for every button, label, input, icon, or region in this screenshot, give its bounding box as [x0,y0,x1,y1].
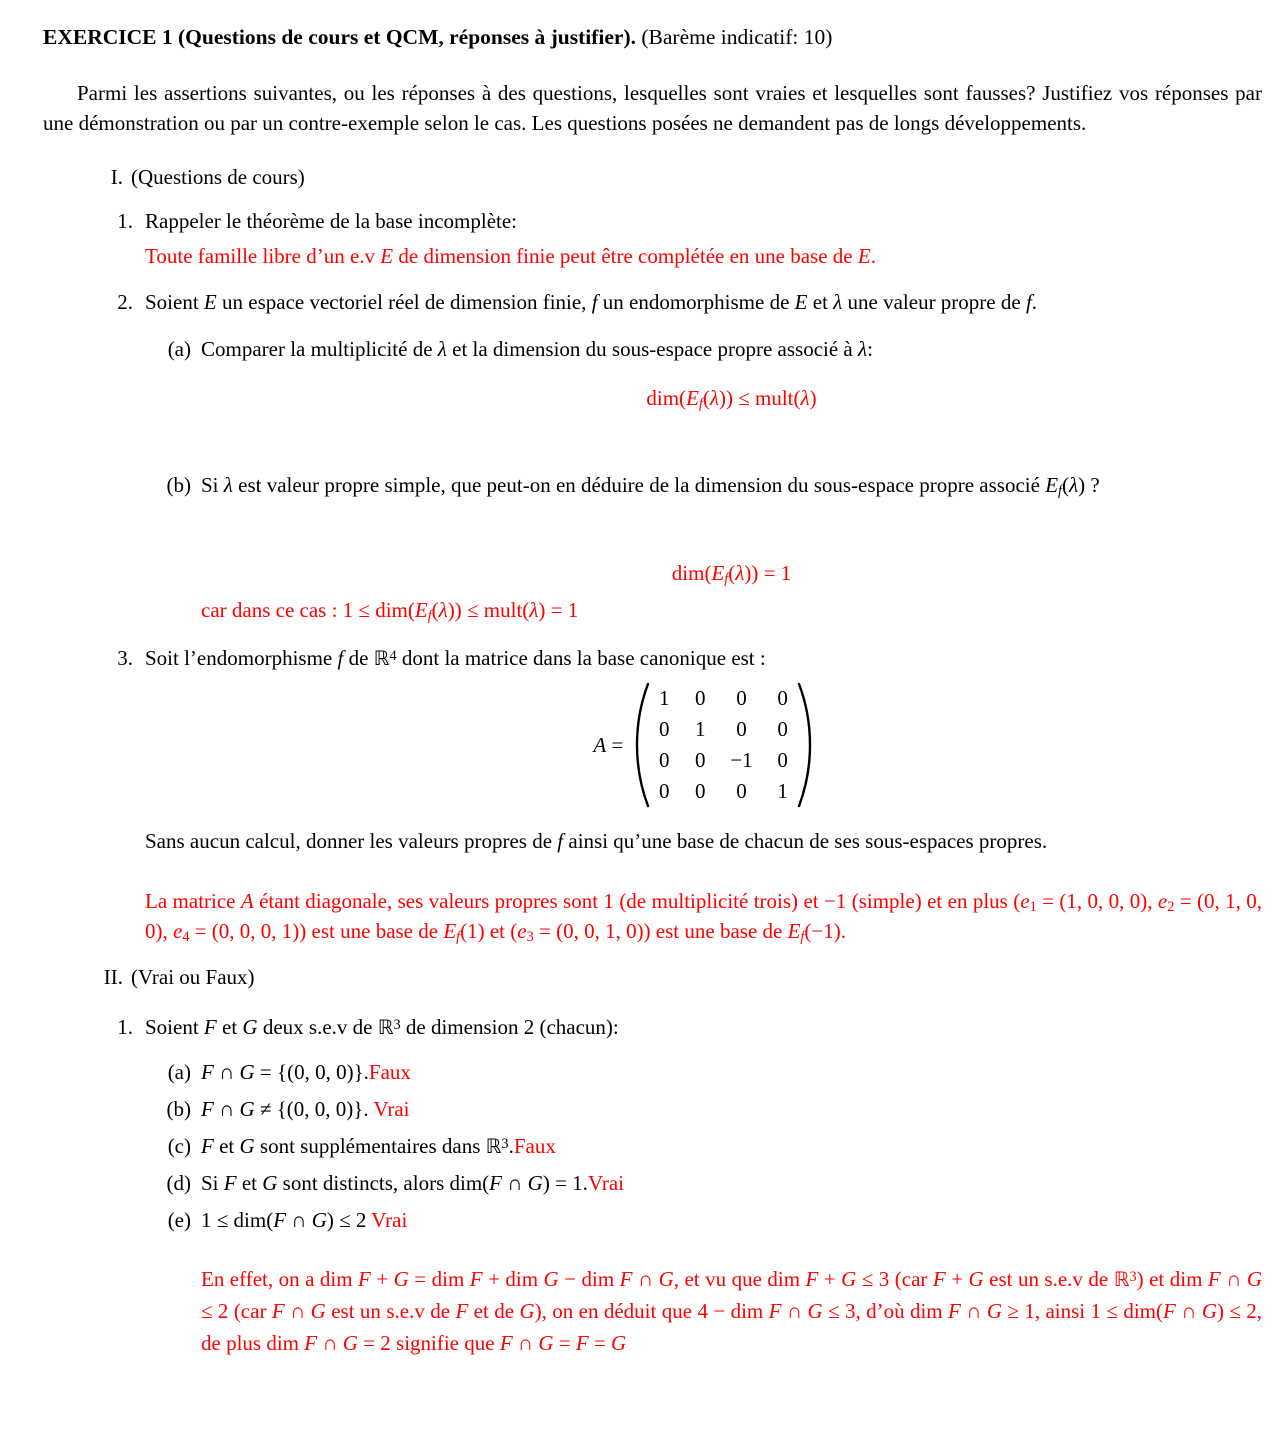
matrix-cell: 0 [777,686,788,710]
matrix-cell: 0 [695,779,706,803]
tf-question-1-body [133,1012,1262,1359]
tf-item-a-number: (a) [167,1060,191,1084]
tf-justification: En effet, on a dim F + G = dim F + dim G − dim F ∩ G, et vu que dim F + G ≤ 3 (car F + G est un s.e.v de ℝ$^3$) et dim F ∩ G ≤ 2 (car F ∩ G est un s.e.v de F et de G), on en déduit que 4 − dim F ∩ G ≤ 3, d’où dim F ∩ G ≥ 1, ainsi 1 ≤ dim(F ∩ G) ≤ 2, de plus dim F ∩ G = 2 signifie que F ∩ G = F = G [201,1267,1263,1355]
section-i-title: (Questions de cours) [131,165,305,189]
question-2b-body [191,470,1262,625]
tf-item-c-statement: F et G sont supplémentaires dans ℝ$^3$. [201,1134,514,1158]
matrix-left-paren-icon [633,681,651,809]
question-2a-answer-formula: dim(Ef(λ)) ≤ mult(λ) [646,386,817,413]
tf-item-c-number: (c) [167,1134,191,1158]
question-3 [98,643,1262,946]
tf-question-1-number: 1. [117,1015,133,1039]
matrix-cell: 0 [695,686,706,710]
tf-item-e-body [191,1205,1262,1235]
question-3-text: Soit l’endomorphisme f de ℝ$^4$ dont la matrice dans la base canonique est : [145,646,766,670]
tf-question-1-text: Soient F et G deux s.e.v de ℝ$^3$ de dimension 2 (chacun): [145,1015,619,1039]
matrix-cell: 0 [659,748,670,772]
section-i-heading [67,162,1262,192]
tf-item-d-body [191,1168,1262,1198]
matrix-cell: 0 [736,686,747,710]
tf-item-c-verdict: Faux [513,1134,556,1158]
question-1-answer: Toute famille libre d’un e.v E de dimension finie peut être complétée en une base de E. [145,244,876,268]
matrix-cell: 0 [736,717,747,741]
question-2a-text: Comparer la multiplicité de λ et la dimension du sous-espace propre associé à λ: [201,337,873,361]
question-2b-answer-note: car dans ce cas : 1 ≤ dim(Ef(λ)) ≤ mult(λ) = 1 [201,598,579,625]
question-1-text: Rappeler le théorème de la base incomplète: [145,209,518,233]
tf-item-d-statement: Si F et G sont distincts, alors dim(F ∩ G) = 1. [201,1171,588,1195]
tf-item-c-body [191,1131,1262,1161]
tf-item-c [153,1131,1262,1161]
matrix-A [145,681,1262,809]
tf-item-b-body [191,1094,1262,1124]
exercise-title-bareme: (Barème indicatif: 10) [641,25,833,49]
matrix-cell: 0 [736,779,747,803]
tf-question-1 [98,1012,1262,1359]
tf-item-a-statement: F ∩ G = {(0, 0, 0)}. [201,1060,369,1084]
tf-item-e-number: (e) [167,1208,191,1232]
matrix-cell: 1 [695,717,706,741]
question-2-text: Soient E un espace vectoriel réel de dimension finie, f un endomorphisme de E et λ une valeur propre de f. [145,290,1038,314]
question-2b [153,470,1262,625]
section-i-label: I. [110,165,123,189]
question-1 [98,206,1262,271]
question-1-body [133,206,1262,271]
tf-item-a-body [191,1057,1262,1087]
matrix-cell: 0 [659,779,670,803]
tf-item-e [153,1205,1262,1235]
matrix-label: A = [593,733,624,757]
question-3-number: 3. [117,646,133,670]
question-2-body [133,287,1262,625]
exercise-title [43,22,1262,52]
matrix-cell: 1 [777,779,788,803]
question-2a [153,334,1262,413]
matrix-cell: −1 [730,748,753,772]
tf-item-b-statement: F ∩ G ≠ {(0, 0, 0)}. [201,1097,374,1121]
section-ii-label: II. [103,965,123,989]
question-2a-number: (a) [167,337,191,361]
tf-item-b-number: (b) [166,1097,191,1121]
tf-item-d-verdict: Vrai [587,1171,624,1195]
question-3-body [133,643,1262,946]
matrix-cell: 0 [659,717,670,741]
question-2b-answer-formula: dim(Ef(λ)) = 1 [671,561,792,588]
question-2b-number: (b) [166,473,191,497]
section-ii-title: (Vrai ou Faux) [131,965,255,989]
tf-item-e-statement: 1 ≤ dim(F ∩ G) ≤ 2 [201,1208,372,1232]
tf-item-a-verdict: Faux [368,1060,411,1084]
matrix-cell: 0 [777,717,788,741]
question-3-answer: La matrice A étant diagonale, ses valeurs propres sont 1 (de multiplicité trois) et −1 (simple) et en plus (e1 = (1, 0, 0, 0), e2 = (0, 1, 0, 0), e4 = (0, 0, 0, 1)) est une base de Ef(1) et (e3 = (0, 0, 1, 0)) est une base de Ef(−1). [145,889,1262,946]
tf-item-d [153,1168,1262,1198]
exercise-title-text: EXERCICE 1 (Questions de cours et QCM, réponses à justifier). [43,25,637,49]
matrix-right-paren-icon [796,681,814,809]
question-3-followup: Sans aucun calcul, donner les valeurs propres de f ainsi qu’une base de chacun de ses sous-espaces propres. [145,829,1048,853]
question-2 [98,287,1262,625]
tf-item-b-verdict: Vrai [373,1097,410,1121]
matrix-cell: 1 [659,686,670,710]
tf-item-e-verdict: Vrai [371,1208,408,1232]
matrix-grid [651,683,795,807]
question-2b-text: Si λ est valeur propre simple, que peut-on en déduire de la dimension du sous-espace propre associé Ef(λ) ? [201,473,1100,500]
intro-paragraph: Parmi les assertions suivantes, ou les réponses à des questions, lesquelles sont vraies et lesquelles sont fausses? Justifiez vos réponses par une démonstration ou par un contre-exemple selon le cas. Les questions posées ne demandent pas de longs développements. [43,81,1262,135]
matrix-cell: 0 [695,748,706,772]
question-2-number: 2. [117,290,133,314]
section-ii-heading [67,962,1262,992]
tf-item-a [153,1057,1262,1087]
tf-item-b [153,1094,1262,1124]
tf-item-d-number: (d) [166,1171,191,1195]
matrix-cell: 0 [777,748,788,772]
question-1-number: 1. [117,209,133,233]
question-2a-body [191,334,1262,413]
